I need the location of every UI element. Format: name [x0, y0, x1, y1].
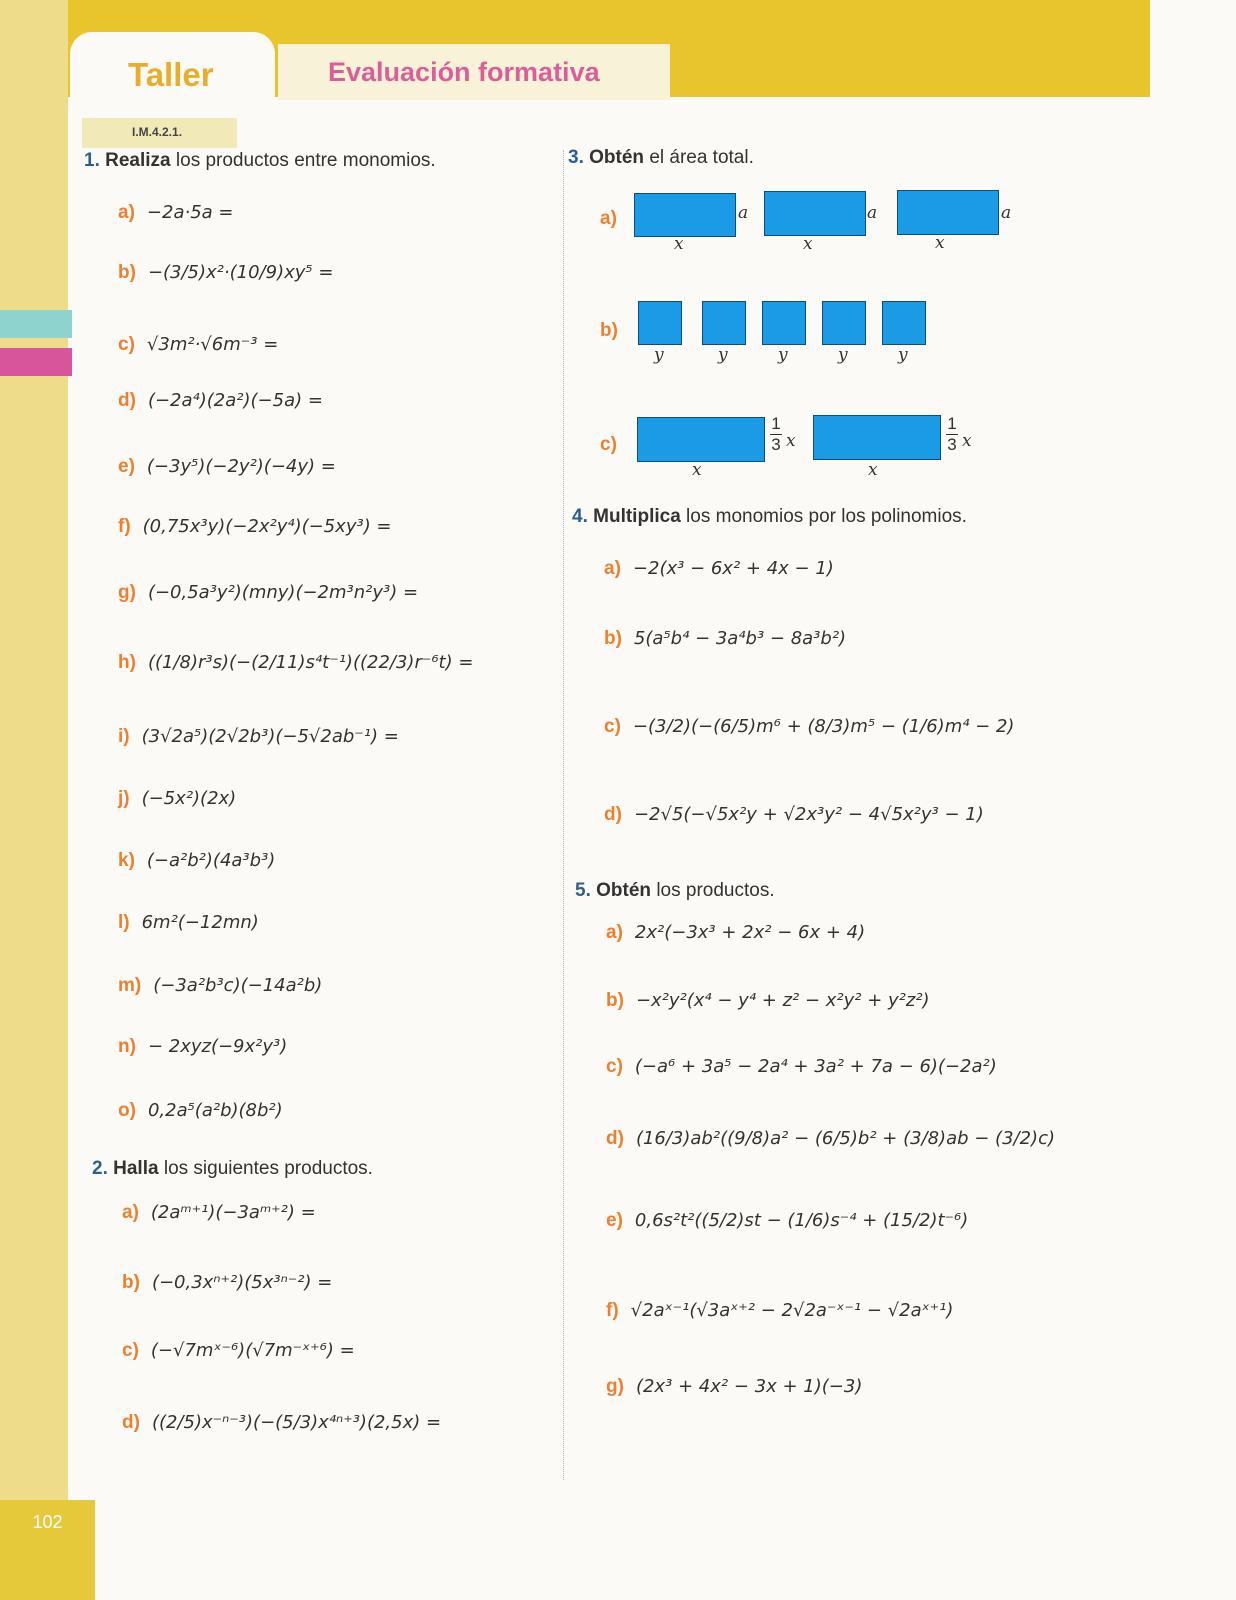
- item-label: d): [118, 390, 136, 411]
- item-label: h): [118, 652, 136, 673]
- square-shape: [882, 301, 926, 345]
- q1-item: [118, 1036, 287, 1058]
- q2-item: [122, 1202, 316, 1224]
- item-expression: (−3y⁵)(−2y²)(−4y) =: [146, 456, 336, 477]
- section-title: Evaluación formativa: [328, 57, 600, 87]
- item-label: d): [604, 804, 622, 825]
- fraction-label: [770, 414, 782, 455]
- item-label: c): [118, 334, 135, 355]
- question-5-heading: [575, 880, 775, 902]
- rectangle-shape: [897, 190, 999, 235]
- item-expression: √3m²·√6m⁻³ =: [146, 334, 279, 355]
- dimension-label: y: [654, 345, 664, 365]
- item-expression: 5(a⁵b⁴ − 3a⁴b³ − 8a³b²): [633, 628, 847, 649]
- item-label: c): [606, 1056, 623, 1077]
- question-verb: Obtén: [596, 880, 652, 901]
- item-expression: (0,75x³y)(−2x²y⁴)(−5xy³) =: [142, 516, 392, 537]
- q4-item: [604, 804, 984, 826]
- dimension-label: x: [786, 431, 796, 451]
- item-label: g): [118, 582, 136, 603]
- item-label: b): [122, 1272, 140, 1293]
- item-expression: 6m²(−12mn): [141, 912, 259, 933]
- q1-item: [118, 202, 233, 224]
- item-expression: (2aᵐ⁺¹)(−3aᵐ⁺²) =: [150, 1202, 316, 1223]
- question-1-heading: [84, 150, 436, 172]
- item-label: e): [606, 1210, 623, 1231]
- item-label: g): [606, 1376, 624, 1397]
- item-label: b): [606, 990, 624, 1011]
- item-label: c): [600, 434, 617, 455]
- q1-item: [118, 912, 259, 934]
- rectangle-shape: [634, 193, 736, 237]
- taller-title: Taller: [128, 56, 214, 93]
- item-expression: ((1/8)r³s)(−(2/11)s⁴t⁻¹)((22/3)r⁻⁶t) =: [147, 652, 474, 673]
- fraction-denominator: 3: [771, 435, 781, 454]
- square-shape: [702, 301, 746, 345]
- question-2-heading: [92, 1158, 373, 1180]
- item-expression: (−3a²b³c)(−14a²b): [153, 975, 323, 996]
- square-shape: [638, 301, 682, 345]
- question-number: 1.: [84, 150, 100, 171]
- item-label: o): [118, 1100, 136, 1121]
- dimension-label: a: [738, 203, 749, 223]
- q5-item: [606, 1376, 862, 1398]
- item-label: d): [122, 1412, 140, 1433]
- q5-item: [606, 922, 865, 944]
- q1-item: [118, 726, 399, 748]
- item-label: c): [122, 1340, 139, 1361]
- dimension-label: x: [962, 431, 972, 451]
- q2-item: [122, 1340, 355, 1362]
- question-verb: Obtén: [589, 147, 645, 168]
- rectangle-shape: [764, 191, 866, 236]
- q1-item: [118, 652, 473, 674]
- q1-item: [118, 456, 336, 478]
- q1-item: [118, 1100, 283, 1122]
- item-label: b): [604, 628, 622, 649]
- fraction-label: [946, 414, 958, 455]
- q1-item: [118, 516, 392, 538]
- dimension-label: y: [778, 345, 788, 365]
- item-expression: (−√7mˣ⁻⁶)(√7m⁻ˣ⁺⁶) =: [150, 1340, 355, 1361]
- item-label: b): [600, 320, 618, 341]
- q1-item: [118, 850, 275, 872]
- q2-item: [122, 1272, 332, 1294]
- question-text: el área total.: [649, 147, 754, 168]
- question-number: 4.: [572, 506, 588, 527]
- question-text: los monomios por los polinomios.: [686, 506, 967, 527]
- question-number: 3.: [568, 147, 584, 168]
- item-label: c): [604, 716, 621, 737]
- q4-item: [604, 558, 834, 580]
- question-text: los productos.: [656, 880, 775, 901]
- item-label: a): [600, 208, 617, 229]
- item-expression: −x²y²(x⁴ − y⁴ + z² − x²y² + y²z²): [635, 990, 930, 1011]
- q1-item: [118, 390, 323, 412]
- item-expression: −(3/5)x²·(10/9)xy⁵ =: [147, 262, 334, 283]
- item-label: a): [122, 1202, 139, 1223]
- q1-item: [118, 262, 333, 284]
- side-tab-pink: [0, 348, 72, 376]
- item-expression: −2a·5a =: [146, 202, 234, 223]
- item-expression: 2x²(−3x³ + 2x² − 6x + 4): [634, 922, 866, 943]
- item-label: f): [606, 1300, 619, 1321]
- question-number: 2.: [92, 1158, 108, 1179]
- dimension-label: x: [803, 234, 813, 254]
- q1-item: [118, 788, 236, 810]
- q5-item: [606, 990, 930, 1012]
- left-margin-band: [0, 0, 68, 1600]
- item-label: l): [118, 912, 130, 933]
- rectangle-shape: [813, 415, 941, 460]
- item-expression: (−a⁶ + 3a⁵ − 2a⁴ + 3a² + 7a − 6)(−2a²): [634, 1056, 997, 1077]
- question-verb: Halla: [113, 1158, 159, 1179]
- item-label: e): [118, 456, 135, 477]
- item-expression: (−0,3xⁿ⁺²)(5x³ⁿ⁻²) =: [151, 1272, 333, 1293]
- question-4-heading: [572, 506, 967, 528]
- item-expression: (−2a⁴)(2a²)(−5a) =: [147, 390, 323, 411]
- item-label: a): [604, 558, 621, 579]
- question-number: 5.: [575, 880, 591, 901]
- item-expression: −2√5(−√5x²y + √2x³y² − 4√5x²y³ − 1): [633, 804, 984, 825]
- item-label: a): [606, 922, 623, 943]
- fraction-numerator: 1: [771, 414, 781, 433]
- dimension-label: a: [1001, 203, 1012, 223]
- item-label: b): [118, 262, 136, 283]
- item-label: d): [606, 1128, 624, 1149]
- item-expression: (3√2a⁵)(2√2b³)(−5√2ab⁻¹) =: [141, 726, 399, 747]
- item-label: j): [118, 788, 130, 809]
- dimension-label: x: [868, 460, 878, 480]
- question-text: los siguientes productos.: [163, 1158, 373, 1179]
- dimension-label: x: [692, 460, 702, 480]
- dimension-label: x: [674, 234, 684, 254]
- fraction-denominator: 3: [947, 435, 957, 454]
- dimension-label: x: [935, 233, 945, 253]
- item-expression: −(3/2)(−(6/5)m⁶ + (8/3)m⁵ − (1/6)m⁴ − 2): [632, 716, 1015, 737]
- q1-item: [118, 334, 278, 356]
- item-label: i): [118, 726, 130, 747]
- item-label: n): [118, 1036, 136, 1057]
- item-label: k): [118, 850, 135, 871]
- item-expression: 0,6s²t²((5/2)st − (1/6)s⁻⁴ + (15/2)t⁻⁶): [634, 1210, 969, 1231]
- fraction-numerator: 1: [947, 414, 957, 433]
- q1-item: [118, 582, 418, 604]
- square-shape: [822, 301, 866, 345]
- dimension-label: y: [898, 345, 908, 365]
- q5-item: [606, 1128, 1055, 1150]
- item-expression: ((2/5)x⁻ⁿ⁻³)(−(5/3)x⁴ⁿ⁺³)(2,5x) =: [151, 1412, 442, 1433]
- q4-item: [604, 628, 846, 650]
- q5-item: [606, 1210, 968, 1232]
- page-number: 102: [32, 1512, 63, 1532]
- item-expression: − 2xyz(−9x²y³): [147, 1036, 288, 1057]
- item-expression: (−a²b²)(4a³b³): [146, 850, 276, 871]
- q1-item: [118, 975, 322, 997]
- square-shape: [762, 301, 806, 345]
- item-expression: 0,2a⁵(a²b)(8b²): [147, 1100, 283, 1121]
- side-tab-teal: [0, 310, 72, 338]
- q4-item: [604, 716, 1014, 738]
- q5-item: [606, 1300, 953, 1322]
- item-label: m): [118, 975, 142, 996]
- question-verb: Realiza: [105, 150, 171, 171]
- q2-item: [122, 1412, 441, 1434]
- indicator-code: I.M.4.2.1.: [132, 125, 183, 139]
- column-divider: [563, 150, 564, 1480]
- item-expression: (−0,5a³y²)(mny)(−2m³n²y³) =: [147, 582, 419, 603]
- item-expression: (−5x²)(2x): [141, 788, 237, 809]
- item-expression: (16/3)ab²((9/8)a² − (6/5)b² + (3/8)ab − (3/2)c): [635, 1128, 1055, 1149]
- rectangle-shape: [637, 417, 765, 462]
- item-label: a): [118, 202, 135, 223]
- dimension-label: a: [867, 203, 878, 223]
- item-expression: (2x³ + 4x² − 3x + 1)(−3): [635, 1376, 863, 1397]
- item-expression: −2(x³ − 6x² + 4x − 1): [632, 558, 834, 579]
- question-text: los productos entre monomios.: [175, 150, 436, 171]
- dimension-label: y: [838, 345, 848, 365]
- q5-item: [606, 1056, 997, 1078]
- item-label: f): [118, 516, 131, 537]
- question-3-heading: [568, 147, 754, 169]
- item-expression: √2aˣ⁻¹(√3aˣ⁺² − 2√2a⁻ˣ⁻¹ − √2aˣ⁺¹): [630, 1300, 954, 1321]
- question-verb: Multiplica: [593, 506, 681, 527]
- dimension-label: y: [718, 345, 728, 365]
